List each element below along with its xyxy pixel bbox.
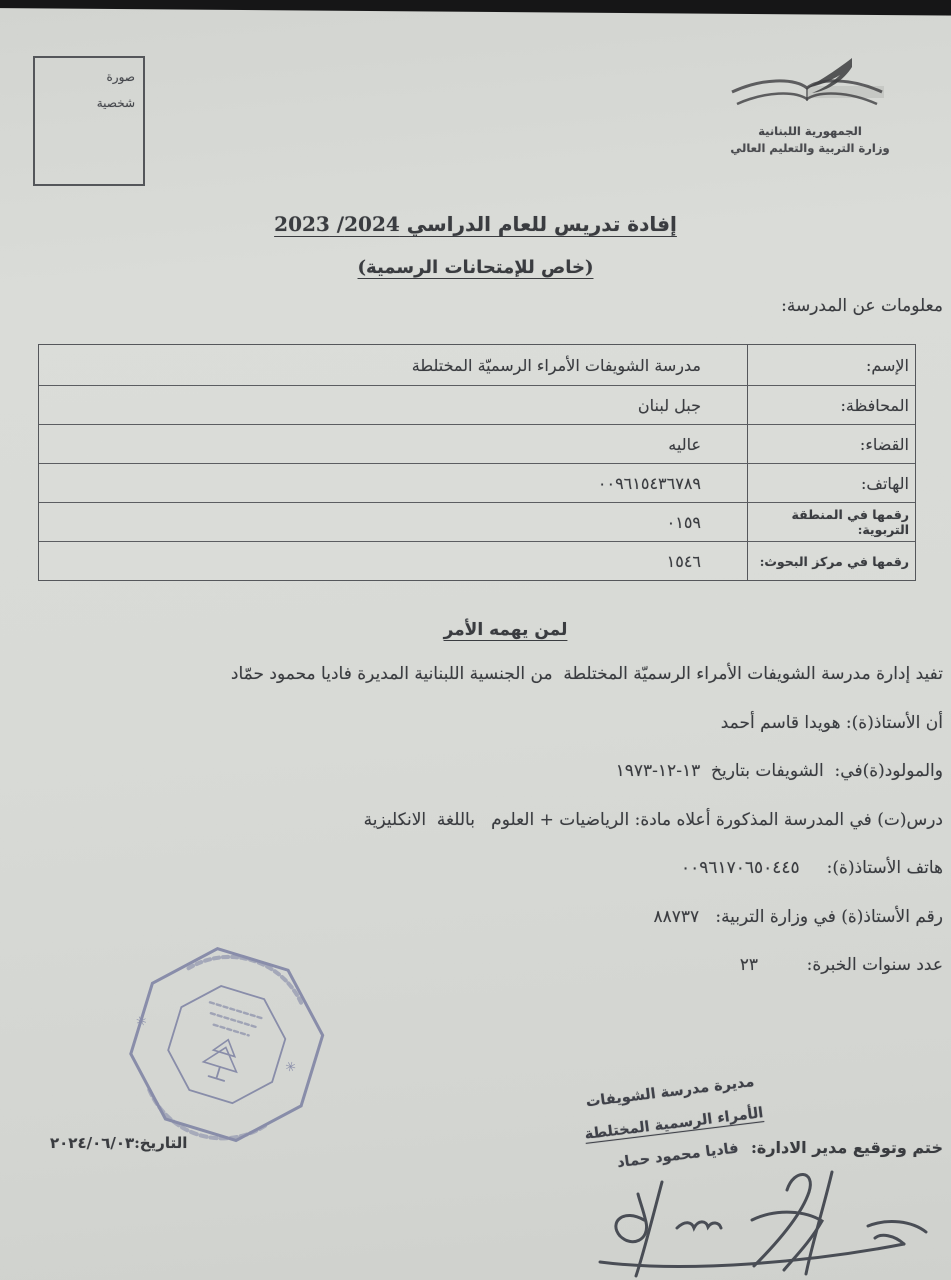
- body-line: هاتف الأستاذ(ة): ٠٠٩٦١٧٠٦٥٠٤٤٥: [680, 858, 943, 878]
- row-value: ١٥٤٦: [666, 551, 701, 571]
- row-label: الهاتف:: [747, 464, 915, 502]
- stamp-star-icon: ✳: [133, 1013, 149, 1031]
- stamp-line: فاديا محمود حماد: [616, 1139, 740, 1172]
- stamp-line: الأمراء الرسمية المختلطة: [583, 1104, 765, 1143]
- school-info-table: [38, 344, 916, 581]
- table-row: [39, 385, 915, 424]
- table-row: [39, 424, 915, 463]
- row-value: ٠٠٩٦١٥٤٣٦٧٨٩: [597, 473, 701, 493]
- body-line: درس(ت) في المدرسة المذكورة أعلاه مادة: الرياضيات + العلوم باللغة الانكليزية: [363, 809, 943, 830]
- table-row: [39, 502, 915, 541]
- row-label: الإسم:: [747, 345, 915, 385]
- body-line: أن الأستاذ(ة): هويدا قاسم أحمد: [720, 712, 943, 733]
- row-value: ٠١٥٩: [666, 512, 701, 532]
- date-line: التاريخ:٢٠٢٤/٠٦/٠٣: [50, 1134, 188, 1152]
- body-line: رقم الأستاذ(ة) في وزارة التربية: ٨٨٧٣٧: [653, 906, 943, 927]
- table-row: [39, 541, 915, 580]
- ministry-header: [703, 56, 917, 155]
- document-subtitle: (خاص للإمتحانات الرسمية): [357, 257, 594, 278]
- ministry-logo-icon: [710, 56, 910, 122]
- row-label: رقمها في المنطقة التربوية:: [747, 503, 915, 541]
- photo-box-label: صورة: [106, 70, 135, 84]
- to-whom-it-may-concern-heading: لمن يهمه الأمر: [443, 620, 568, 640]
- body-line: والمولود(ة)في: الشويفات بتاريخ ١٣-١٢-١٩٧٣: [615, 761, 943, 781]
- row-value: جبل لبنان: [637, 395, 701, 415]
- row-label: رقمها في مركز البحوث:: [747, 542, 915, 580]
- body-line: عدد سنوات الخبرة: ٢٣: [739, 955, 943, 975]
- table-row: [39, 463, 915, 502]
- handwritten-signature-icon: [582, 1164, 948, 1278]
- republic-name: الجمهورية اللبنانية: [758, 124, 862, 138]
- row-value: مدرسة الشويفات الأمراء الرسميّة المختلطة: [411, 355, 701, 375]
- body-line: تفيد إدارة مدرسة الشويفات الأمراء الرسميّة المختلطة من الجنسية اللبنانية المديرة فاديا محمود حمّاد: [230, 664, 943, 684]
- photo-box-label: شخصية: [96, 96, 135, 110]
- photo-placeholder-box: [33, 56, 145, 186]
- seal-and-signature-label: ختم وتوقيع مدير الادارة:: [750, 1138, 943, 1157]
- scanner-edge-strip: [0, 0, 951, 16]
- ministry-name: وزارة التربية والتعليم العالي: [730, 141, 890, 155]
- document-title: إفادة تدريس للعام الدراسي 2024/ 2023: [274, 212, 677, 236]
- table-row: [39, 345, 915, 385]
- stamp-star-icon: ✳: [282, 1058, 298, 1077]
- stamp-line: مديرة مدرسة الشويفات: [584, 1072, 756, 1111]
- row-label: القضاء:: [747, 425, 915, 463]
- row-value: عاليه: [668, 434, 701, 454]
- school-info-heading: معلومات عن المدرسة:: [781, 296, 943, 316]
- row-label: المحافظة:: [747, 386, 915, 424]
